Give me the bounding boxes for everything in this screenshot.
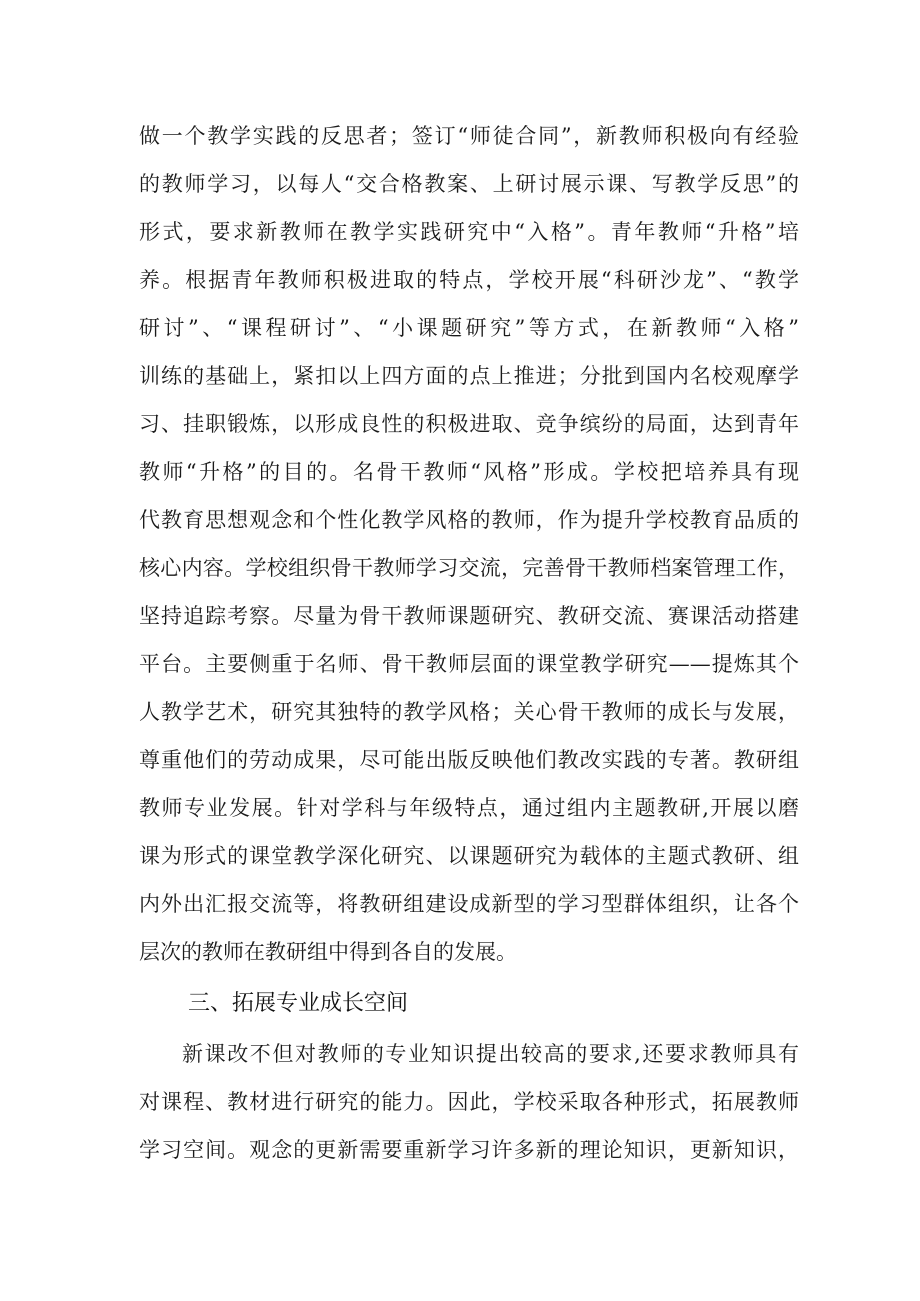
paragraph-line: 形式，要求新教师在教学实践研究中“入格”。青年教师“升格”培 bbox=[139, 220, 799, 244]
paragraph-line: 层次的教师在教研组中得到各自的发展。 bbox=[139, 940, 517, 964]
paragraph-line: 做一个教学实践的反思者；签订“师徒合同”，新教师积极向有经验 bbox=[139, 124, 799, 148]
paragraph-line: 训练的基础上，紧扣以上四方面的点上推进；分批到国内名校观摩学 bbox=[139, 364, 799, 388]
paragraph-line: 坚持追踪考察。尽量为骨干教师课题研究、教研交流、赛课活动搭建 bbox=[139, 604, 799, 628]
paragraph-line: 教师专业发展。针对学科与年级特点，通过组内主题教研,开展以磨 bbox=[139, 796, 799, 820]
paragraph-1 bbox=[139, 112, 799, 976]
paragraph-line: 学习空间。观念的更新需要重新学习许多新的理论知识，更新知识， bbox=[139, 1138, 799, 1162]
paragraph-line: 养。根据青年教师积极进取的特点，学校开展“科研沙龙”、“教学 bbox=[139, 268, 799, 292]
paragraph-line: 平台。主要侧重于名师、骨干教师层面的课堂教学研究——提炼其个 bbox=[139, 652, 799, 676]
paragraph-line: 人教学艺术，研究其独特的教学风格；关心骨干教师的成长与发展， bbox=[139, 700, 799, 724]
paragraph-line: 教师“升格”的目的。名骨干教师“风格”形成。学校把培养具有现 bbox=[139, 460, 799, 484]
paragraph-line: 新课改不但对教师的专业知识提出较高的要求,还要求教师具有 bbox=[182, 1042, 799, 1066]
paragraph-line: 内外出汇报交流等，将教研组建设成新型的学习型群体组织，让各个 bbox=[139, 892, 799, 916]
paragraph-line: 核心内容。学校组织骨干教师学习交流，完善骨干教师档案管理工作， bbox=[139, 556, 799, 580]
paragraph-line: 代教育思想观念和个性化教学风格的教师，作为提升学校教育品质的 bbox=[139, 508, 799, 532]
paragraph-line: 研讨”、“课程研讨”、“小课题研究”等方式，在新教师“入格” bbox=[139, 316, 799, 340]
paragraph-2 bbox=[139, 1030, 799, 1174]
section-heading: 三、拓展专业成长空间 bbox=[188, 991, 409, 1016]
paragraph-line: 习、挂职锻炼，以形成良性的积极进取、竞争缤纷的局面，达到青年 bbox=[139, 412, 799, 436]
paragraph-line: 尊重他们的劳动成果，尽可能出版反映他们教改实践的专著。教研组 bbox=[139, 748, 799, 772]
paragraph-line: 的教师学习，以每人“交合格教案、上研讨展示课、写教学反思”的 bbox=[139, 172, 799, 196]
paragraph-line: 对课程、教材进行研究的能力。因此，学校采取各种形式，拓展教师 bbox=[139, 1090, 799, 1114]
paragraph-line: 课为形式的课堂教学深化研究、以课题研究为载体的主题式教研、组 bbox=[139, 844, 799, 868]
